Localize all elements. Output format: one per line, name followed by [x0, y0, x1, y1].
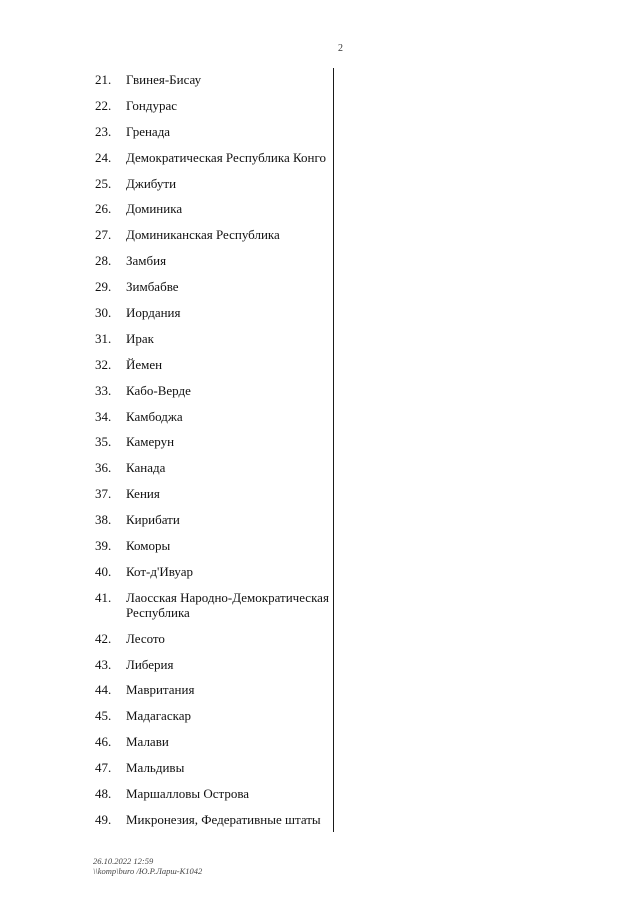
item-number: 35. [95, 434, 112, 450]
item-number: 44. [95, 682, 112, 698]
list-item [95, 512, 335, 538]
item-number: 46. [95, 734, 112, 750]
list-item [95, 786, 335, 812]
item-number: 23. [95, 123, 112, 139]
item-number: 27. [95, 227, 112, 243]
list-item [95, 657, 335, 683]
country-name: Камбоджа [126, 408, 183, 424]
item-number: 48. [95, 785, 112, 801]
country-name: Гвинея-Бисау [126, 72, 202, 87]
list-item [95, 383, 335, 409]
list-item [95, 486, 335, 512]
list-item [95, 227, 335, 253]
footer-path: \\komp\buro /Ю.Р.Ларш-К1042 [93, 866, 203, 876]
item-number: 22. [95, 97, 112, 113]
list-item [95, 357, 335, 383]
page-number: 2 [338, 43, 343, 54]
country-name: Мадагаскар [126, 708, 191, 724]
footer-stamp [93, 856, 202, 876]
country-name: Гренада [126, 123, 171, 139]
item-number: 25. [95, 175, 112, 191]
item-number: 30. [95, 305, 112, 321]
country-name: Замбия [126, 253, 167, 269]
list-item [95, 305, 335, 331]
country-name: Канада [126, 460, 166, 476]
item-number: 42. [95, 630, 112, 646]
item-number: 37. [95, 486, 112, 502]
item-number: 34. [95, 408, 112, 424]
list-item [95, 631, 335, 657]
country-name: Гондурас [126, 97, 177, 113]
country-name: Йемен [126, 356, 163, 372]
item-number: 38. [95, 512, 112, 528]
list-item [95, 538, 335, 564]
item-number: 39. [95, 538, 112, 554]
item-number: 40. [95, 563, 112, 579]
item-number: 24. [95, 149, 112, 165]
item-number: 41. [95, 589, 112, 605]
list-item [95, 176, 335, 202]
list-item [95, 682, 335, 708]
list-item [95, 150, 335, 176]
list-item [95, 409, 335, 435]
list-item [95, 460, 335, 486]
list-item [95, 734, 335, 760]
list-item [95, 279, 335, 305]
country-name: Мавритания [126, 682, 195, 698]
country-name: Микронезия, Федеративные штаты [126, 811, 321, 827]
country-name: Кот-д'Ивуар [126, 563, 193, 579]
country-name: Либерия [126, 656, 174, 672]
country-name: Лесото [126, 630, 165, 646]
item-number: 49. [95, 811, 112, 827]
list-item [95, 253, 335, 279]
item-number: 47. [95, 760, 112, 776]
item-number: 32. [95, 356, 112, 372]
country-name: Иордания [126, 305, 181, 321]
country-name: Кабо-Верде [126, 382, 191, 398]
item-number: 45. [95, 708, 112, 724]
item-number: 21. [95, 72, 112, 87]
list-item [95, 331, 335, 357]
item-number: 43. [95, 656, 112, 672]
item-number: 28. [95, 253, 112, 269]
country-name: Маршалловы Острова [126, 785, 250, 801]
item-number: 33. [95, 382, 112, 398]
country-name: Кирибати [126, 512, 180, 528]
list-item [95, 124, 335, 150]
list-item [95, 434, 335, 460]
item-number: 36. [95, 460, 112, 476]
list-item [95, 590, 335, 631]
item-number: 31. [95, 330, 112, 346]
list-item [95, 98, 335, 124]
list-item [95, 708, 335, 734]
footer-date: 26.10.2022 12:59 [93, 856, 154, 866]
list-item [95, 201, 335, 227]
country-name: Камерун [126, 434, 175, 450]
list-item [95, 72, 335, 98]
item-number: 26. [95, 201, 112, 217]
country-name: Джибути [126, 175, 177, 191]
item-number: 29. [95, 279, 112, 295]
country-name: Ирак [126, 330, 154, 346]
country-name: Малави [126, 734, 169, 750]
country-name: Мальдивы [126, 760, 185, 776]
country-name: Демократическая Республика Конго [126, 149, 327, 165]
country-name: Кения [126, 486, 160, 502]
list-item [95, 812, 335, 838]
list-item [95, 564, 335, 590]
country-name: Лаосская Народно-Демократическая Республика [126, 589, 329, 620]
country-name: Доминиканская Республика [126, 227, 280, 243]
country-name: Доминика [126, 201, 183, 217]
country-list [95, 72, 335, 838]
country-name: Зимбабве [126, 279, 179, 295]
country-name: Коморы [126, 538, 171, 554]
list-item [95, 760, 335, 786]
